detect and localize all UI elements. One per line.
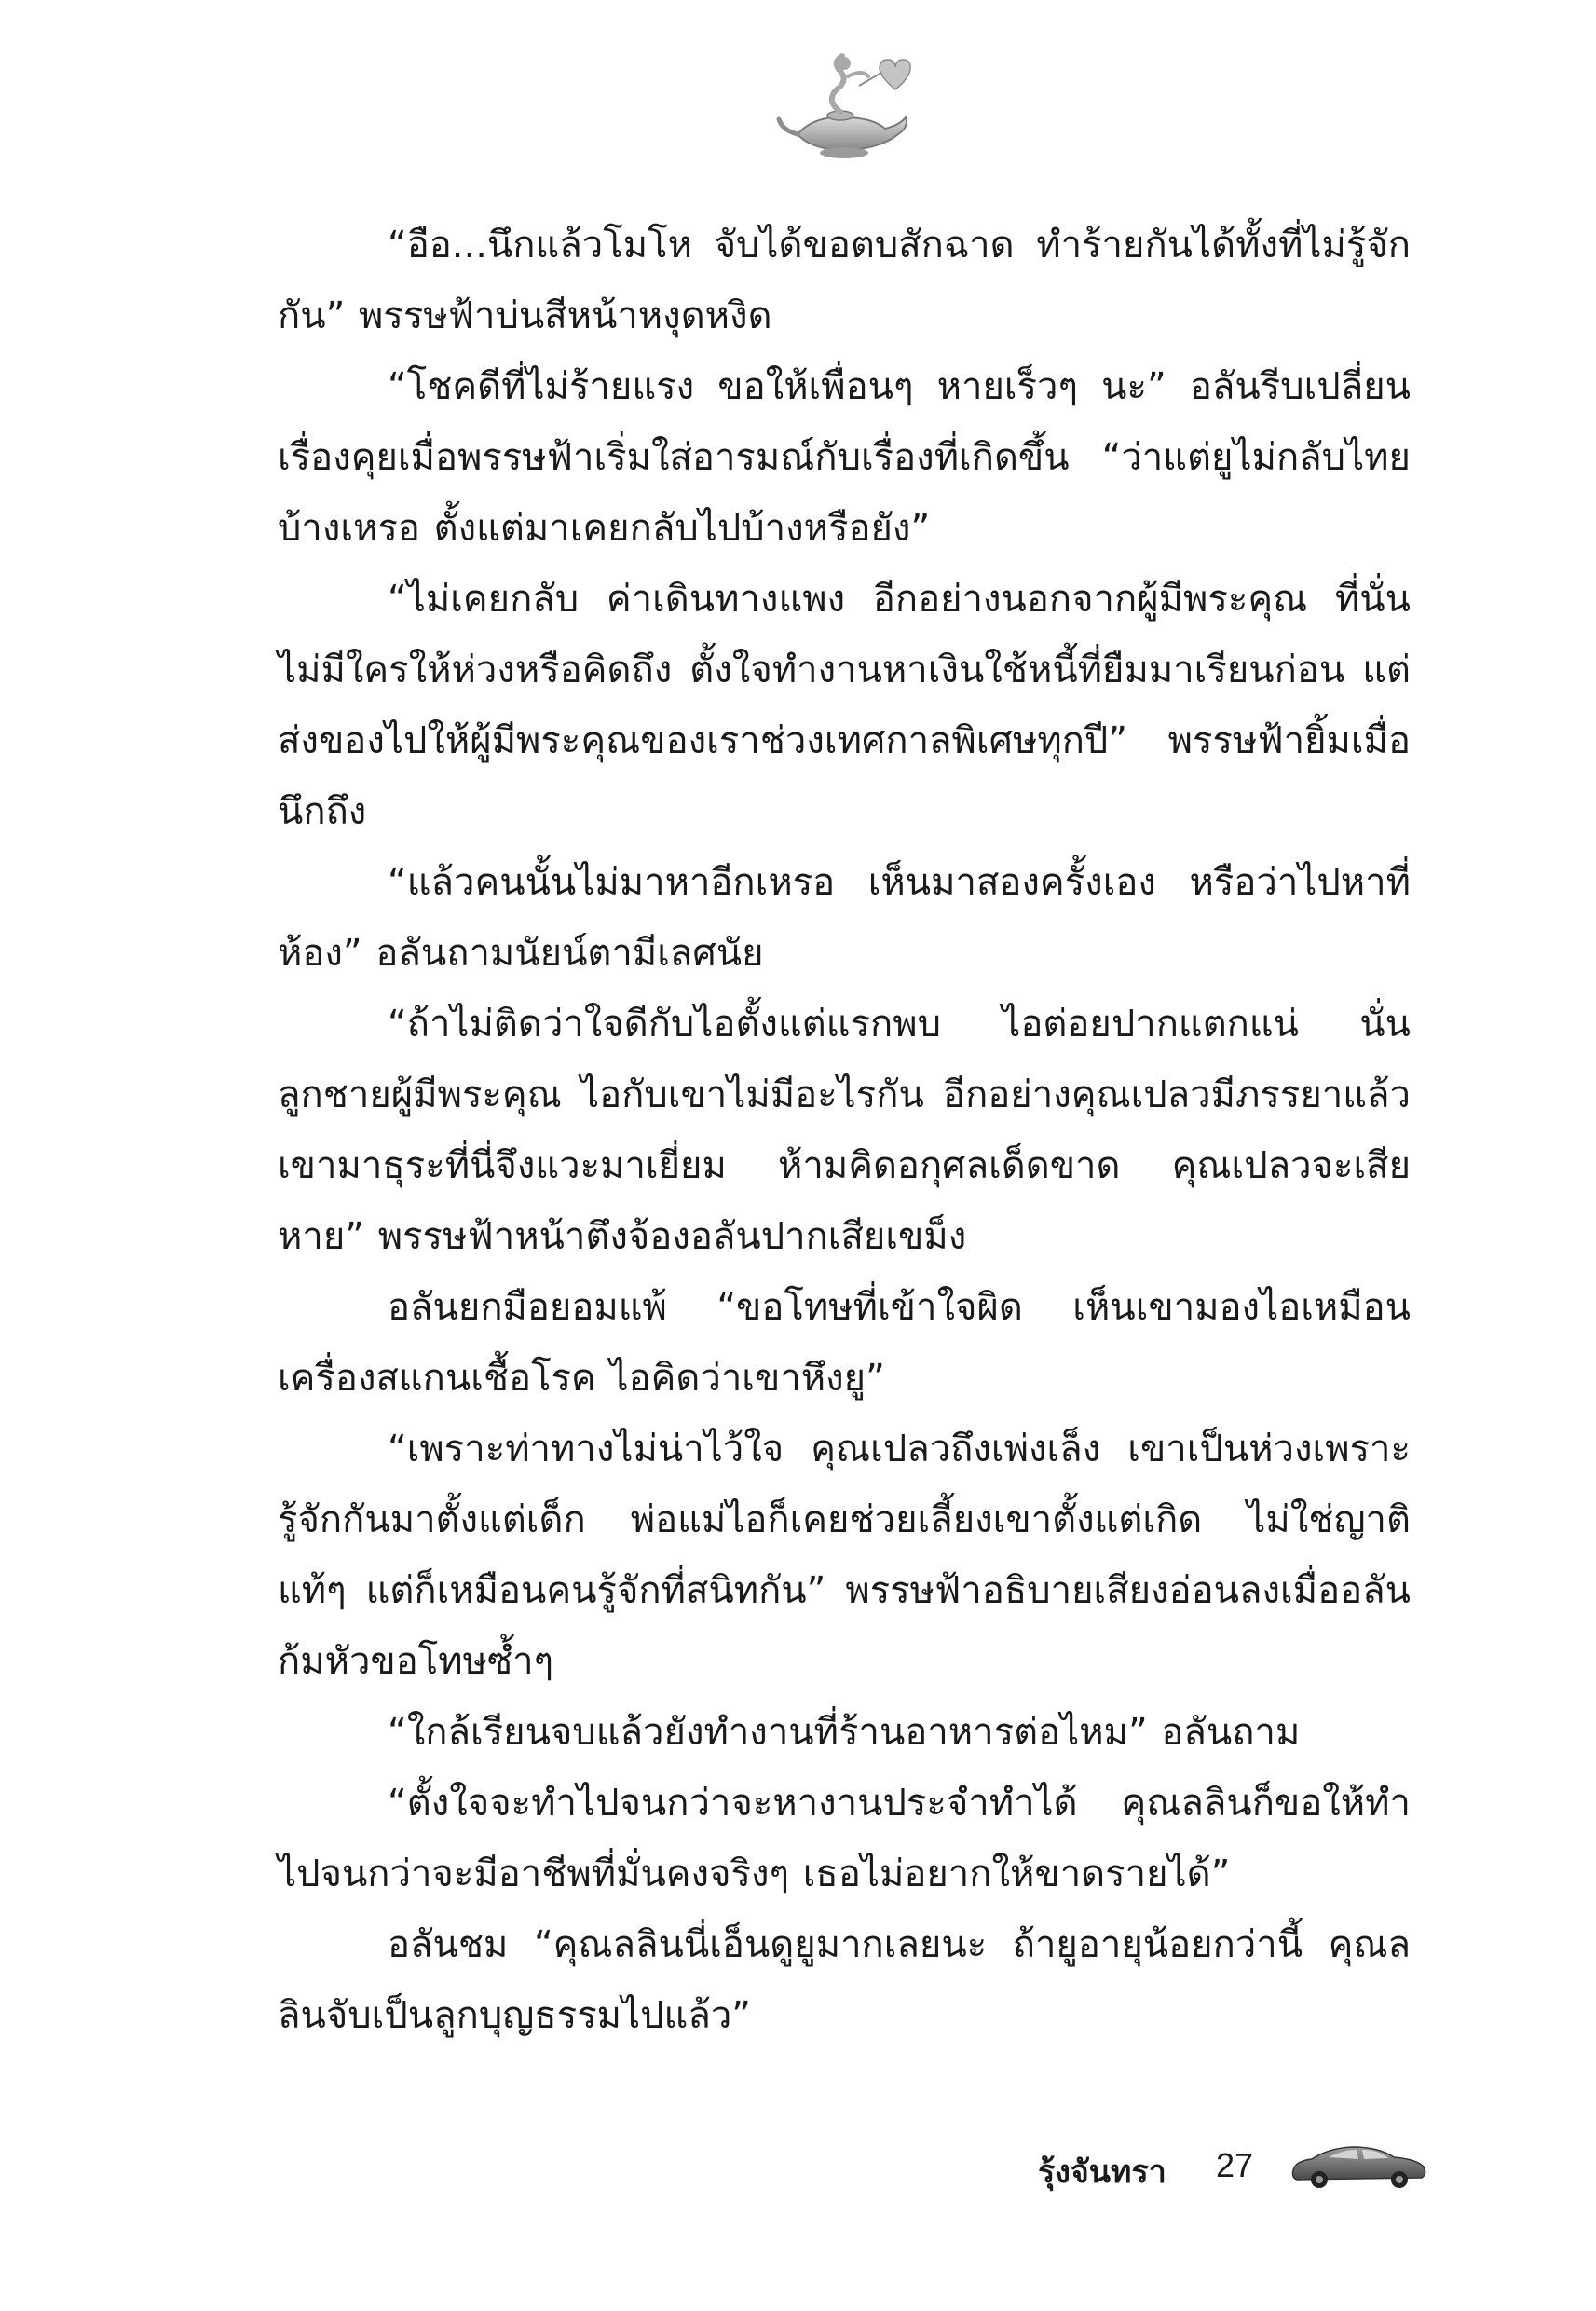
page-footer bbox=[1025, 2129, 1435, 2204]
page-number: 27 bbox=[1216, 2146, 1254, 2184]
paragraph: “ถ้าไม่ติดว่าใจดีกับไอตั้งแต่แรกพบ ไอต่อยปากแตกแน่ นั่นลูกชายผู้มีพระคุณ ไอกับเขาไม่มีอะไรกัน อีกอย่างคุณเปลวมีภรรยาแล้ว เขามาธุระที่นี่จึงแวะมาเยี่ยม ห้ามคิดอกุศลเด็ดขาด คุณเปลวจะเสียหาย” พรรษฟ้าหน้าตึงจ้องอลันปากเสียเขม็ง bbox=[278, 1003, 1411, 1258]
paragraph: “เพราะท่าทางไม่น่าไว้ใจ คุณเปลวถึงเพ่งเล็ง เขาเป็นห่วงเพราะรู้จักกันมาตั้งแต่เด็ก พ่อแม่ไอก็เคยช่วยเลี้ยงเขาตั้งแต่เกิด ไม่ใช่ญาติแท้ๆ แต่ก็เหมือนคนรู้จักที่สนิทกัน” พรรษฟ้าอธิบายเสียงอ่อนลงเมื่ออลันก้มหัวขอโทษซ้ำๆ bbox=[278, 1428, 1411, 1683]
genie-lamp-icon bbox=[770, 48, 919, 170]
book-title: รุ้งจันทรา bbox=[1038, 2154, 1166, 2191]
paragraph: อลันชม “คุณลลินนี่เอ็นดูยูมากเลยนะ ถ้ายูอายุน้อยกว่านี้ คุณลลินจับเป็นลูกบุญธรรมไปแล้ว” bbox=[278, 1923, 1411, 2037]
paragraph: “แล้วคนนั้นไม่มาหาอีกเหรอ เห็นมาสองครั้งเอง หรือว่าไปหาที่ห้อง” อลันถามนัยน์ตามีเลศนัย bbox=[278, 861, 1411, 975]
paragraph: “โชคดีที่ไม่ร้ายแรง ขอให้เพื่อนๆ หายเร็วๆ นะ” อลันรีบเปลี่ยนเรื่องคุยเมื่อพรรษฟ้าเริ่มใส่อารมณ์กับเรื่องที่เกิดขึ้น “ว่าแต่ยูไม่กลับไทยบ้างเหรอ ตั้งแต่มาเคยกลับไปบ้างหรือยัง” bbox=[278, 365, 1411, 550]
paragraph: “ไม่เคยกลับ ค่าเดินทางแพง อีกอย่างนอกจากผู้มีพระคุณ ที่นั่นไม่มีใครให้ห่วงหรือคิดถึง ตั้งใจทำงานหาเงินใช้หนี้ที่ยืมมาเรียนก่อน แต่ส่งของไปให้ผู้มีพระคุณของเราช่วงเทศกาลพิเศษทุกปี” พรรษฟ้ายิ้มเมื่อนึกถึง bbox=[278, 578, 1411, 833]
paragraph: อลันยกมือยอมแพ้ “ขอโทษที่เข้าใจผิด เห็นเขามองไอเหมือนเครื่องสแกนเชื้อโรค ไอคิดว่าเขาหึงยู” bbox=[278, 1286, 1411, 1400]
paragraph: “อือ...นึกแล้วโมโห จับได้ขอตบสักฉาด ทำร้ายกันได้ทั้งที่ไม่รู้จักกัน” พรรษฟ้าบ่นสีหน้าหงุดหงิด bbox=[278, 224, 1411, 337]
body-text bbox=[278, 210, 1411, 2051]
paragraph: “ตั้งใจจะทำไปจนกว่าจะหางานประจำทำได้ คุณลลินก็ขอให้ทำไปจนกว่าจะมีอาชีพที่มั่นคงจริงๆ เธอไม่อยากให้ขาดรายได้” bbox=[278, 1782, 1411, 1895]
car-icon bbox=[1288, 2139, 1429, 2191]
paragraph: “ใกล้เรียนจบแล้วยังทำงานที่ร้านอาหารต่อไหม” อลันถาม bbox=[388, 1711, 1301, 1754]
